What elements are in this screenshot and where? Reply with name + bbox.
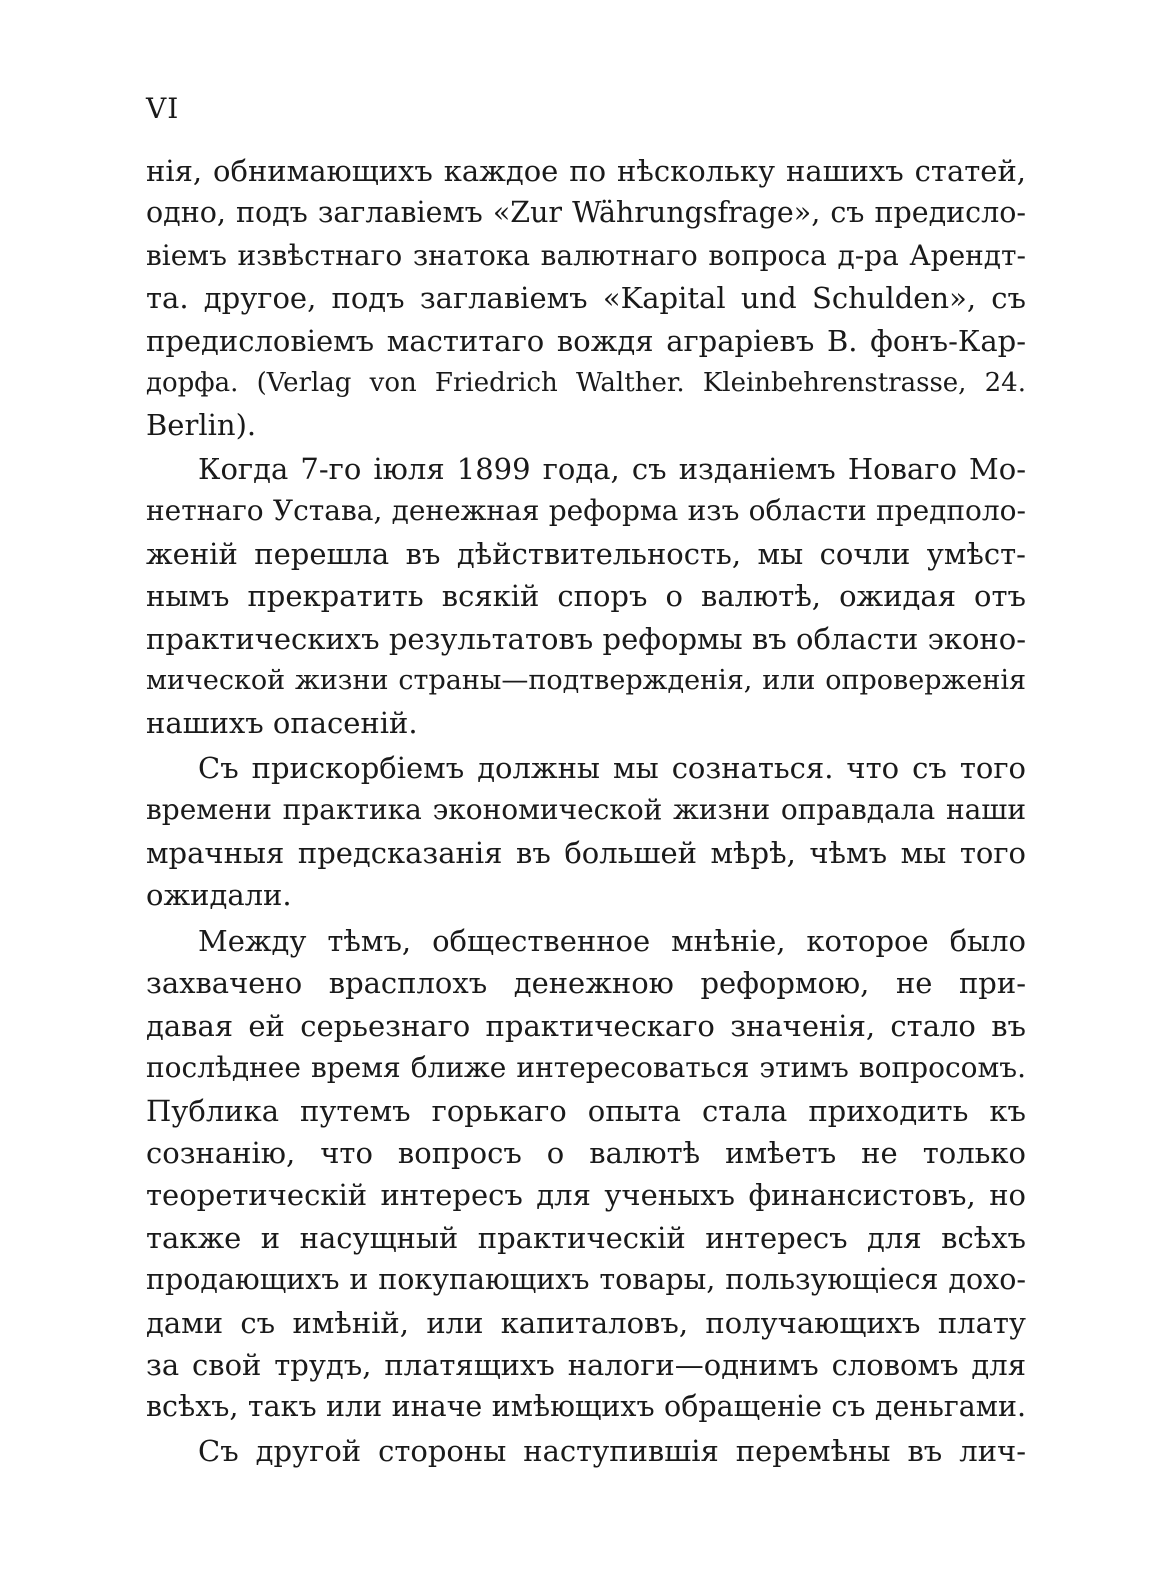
text-line: продающихъ и покупающихъ товары, пользующіеся дохо- xyxy=(146,1263,1026,1297)
text-line: нымъ прекратить всякій споръ о валютѣ, ожидая отъ xyxy=(146,579,1026,614)
text-line: та. другое, подъ заглавіемъ «Kapital und Schulden», съ xyxy=(146,281,1026,316)
text-line: Berlin). xyxy=(146,408,257,443)
page-number: VI xyxy=(146,92,180,125)
text-line: Съ другой стороны наступившія перемѣны въ лич- xyxy=(198,1434,1026,1468)
text-line: всѣхъ, такъ или иначе имѣющихъ обращеніе съ деньгами. xyxy=(146,1390,1026,1424)
text-line: практическихъ результатовъ реформы въ области эконо- xyxy=(146,621,1026,656)
text-line: давая ей серьезнаго практическаго значенія, стало въ xyxy=(146,1008,1026,1043)
text-line: одно, подъ заглавіемъ «Zur Währungsfrage», съ предисло- xyxy=(146,196,1026,230)
text-line: нашихъ опасеній. xyxy=(146,706,418,741)
text-line: предисловіемъ маститаго вождя аграріевъ В. фонъ-Кар- xyxy=(146,323,1026,358)
text-line: дорфа. (Verlag von Friedrich Walther. Kleinbehrenstrasse, 24. xyxy=(146,367,1026,398)
text-line: дами съ имѣній, или капиталовъ, получающихъ плату xyxy=(146,1305,1026,1340)
text-line: захвачено врасплохъ денежною реформою, не при- xyxy=(146,966,1026,1001)
text-line: Между тѣмъ, общественное мнѣніе, которое было xyxy=(198,924,1026,958)
text-line: ожидали. xyxy=(146,878,292,913)
text-line: мической жизни страны—подтвержденія, или опроверженія xyxy=(146,664,1026,696)
paragraph-1 xyxy=(146,150,1026,447)
paragraph-5 xyxy=(146,1430,1026,1472)
paragraph-2 xyxy=(146,448,1026,745)
text-line: сознанію, что вопросъ о валютѣ имѣетъ не только xyxy=(146,1135,1026,1170)
text-line: мрачныя предсказанія въ большей мѣрѣ, чѣмъ мы того xyxy=(146,835,1026,870)
text-line: Съ прискорбіемъ должны мы сознаться. что съ того xyxy=(198,751,1026,785)
text-line: теоретическій интересъ для ученыхъ финансистовъ, но xyxy=(146,1178,1026,1213)
paragraph-4 xyxy=(146,920,1026,1429)
paragraph-3 xyxy=(146,747,1026,917)
text-line: віемъ извѣстнаго знатока валютнаго вопроса д-ра Арендт- xyxy=(146,238,1026,272)
text-line: за свой трудъ, платящихъ налоги—однимъ словомъ для xyxy=(146,1347,1026,1382)
text-line: также и насущный практическій интересъ для всѣхъ xyxy=(146,1220,1026,1255)
text-line: Когда 7-го іюля 1899 года, съ изданіемъ Новаго Мо- xyxy=(198,452,1026,486)
text-line: послѣднее время ближе интересоваться этимъ вопросомъ. xyxy=(146,1051,1026,1085)
text-line: нетнаго Устава, денежная реформа изъ области предполо- xyxy=(146,494,1026,528)
text-line: женій перешла въ дѣйствительность, мы сочли умѣст- xyxy=(146,536,1026,571)
text-line: нія, обнимающихъ каждое по нѣскольку нашихъ статей, xyxy=(146,154,1026,188)
text-line: Публика путемъ горькаго опыта стала приходить къ xyxy=(146,1093,1026,1128)
text-line: времени практика экономической жизни оправдала наши xyxy=(146,793,1026,827)
